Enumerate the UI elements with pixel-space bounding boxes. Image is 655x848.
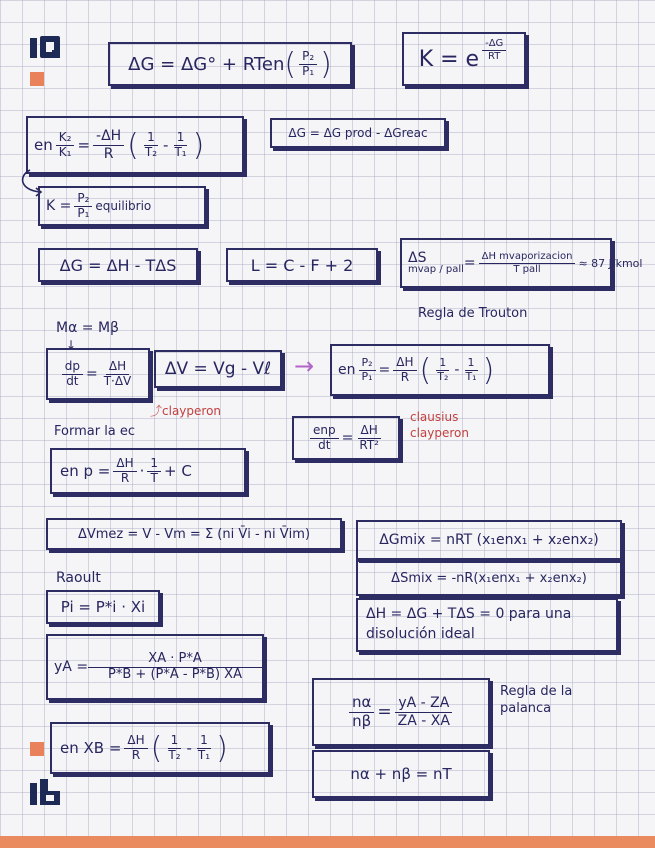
- dh-over-r: $\frac{-\Delta H}{R}$: [93, 128, 124, 161]
- ideal-solution-box: ΔH = ΔG + TΔS = 0 para una disolución ideal: [356, 598, 618, 652]
- clapeyron-label: ⤴clayperon: [150, 404, 222, 418]
- delta-v-box: ΔV = Vg - Vℓ: [154, 350, 282, 388]
- clausius-box: $\frac{\text{enp}}{dt}$ = $\frac{\Delta H}{\text{RT²}}$: [292, 416, 400, 460]
- k-exponent: $\frac{-\Delta G}{RT}$: [482, 38, 506, 62]
- purple-arrow-icon: →: [294, 352, 315, 380]
- formar-label: Formar la ec: [54, 424, 136, 439]
- iq-logo-icon: [30, 32, 62, 62]
- gibbs-helmholtz-box: ΔG = ΔH - TΔS: [38, 248, 198, 282]
- palanca-box: $\frac{n\alpha}{n\beta}$ = $\frac{yA - ZA}{ZA - XA}$: [312, 678, 490, 746]
- k-equation-box: [402, 32, 526, 86]
- k-equation: K = e: [418, 46, 480, 72]
- clapeyron-box: $\frac{dp}{dt}$ = $\frac{\Delta H}{T\cdot\Delta V}$: [46, 348, 150, 400]
- gibbs-equation-box: ΔG = ΔG° + RTen ( $\frac{\text{P₂}}{\text{P₁}}$ ): [108, 42, 352, 86]
- ln-p-box: en p = $\frac{\Delta H}{R}$ · $\frac{1}{T}$ + C: [50, 448, 246, 494]
- palanca-label: Regla de la palanca: [500, 684, 573, 716]
- ib-logo-icon: [30, 777, 62, 807]
- clausius-label: clausius clayperon: [410, 410, 470, 440]
- gibbs-equation: ΔG = ΔG° + RTen: [128, 53, 285, 75]
- vmez-box: ΔVmez = V - Vm = Σ (ni V̄i - ni V̄im): [46, 518, 342, 550]
- trouton-label: Regla de Trouton: [418, 306, 528, 321]
- raoult-box: Pi = P*i · Xi: [46, 590, 160, 624]
- ya-box: yA = $\frac{XA \cdot P*A}{P*B + (P*A - P*B) XA}$: [46, 634, 264, 700]
- gibbs-fraction: $\frac{\text{P₂}}{\text{P₁}}$: [299, 50, 317, 79]
- k-ratio: $\frac{\text{K₂}}{\text{K₁}}$: [56, 131, 75, 160]
- delta-g-reaction-box: ΔG = ΔG prod - ΔGreac: [270, 118, 446, 148]
- trouton-box: ΔS mvap / pall = $\frac{\text{ΔH mvaporizacion}}{\text{T pall}}$ ≈ 87 J/kmol: [400, 238, 612, 288]
- clapeyron-integrated-box: en $\frac{\text{P₂}}{\text{P₁}}$ = $\frac{\Delta H}{R}$ ( $\frac{1}{\text{T₂}}$ - $\frac{1}{\text{T₁}}$ ): [330, 344, 550, 396]
- orange-marker: [30, 72, 44, 86]
- orange-bottom-bar: [0, 836, 655, 848]
- down-arrow-icon: ↓: [66, 338, 77, 352]
- smix-box: ΔSmix = -nR(x₁enx₁ + x₂enx₂): [356, 560, 622, 596]
- k-equilibrium-box: K = $\frac{\text{P₂}}{\text{P₁}}$ equilibrio: [38, 186, 206, 226]
- orange-marker: [30, 742, 44, 756]
- n-total-box: nα + nβ = nT: [312, 750, 490, 798]
- gmix-box: ΔGmix = nRT (x₁enx₁ + x₂enx₂): [356, 520, 622, 560]
- phase-rule-box: L = C - F + 2: [226, 248, 378, 282]
- chemical-potential-eq: Mα = Mβ: [56, 320, 119, 336]
- ln-xb-box: en XB = $\frac{\Delta H}{R}$ ( $\frac{1}{\text{T₂}}$ - $\frac{1}{\text{T₁}}$ ): [50, 722, 270, 774]
- vant-hoff-box: en $\frac{\text{K₂}}{\text{K₁}}$ = $\frac{-\Delta H}{R}$ ( $\frac{1}{\text{T₂}}$ - $\frac{1}{\text{T₁}}$ ): [26, 116, 244, 174]
- raoult-label: Raoult: [56, 570, 101, 586]
